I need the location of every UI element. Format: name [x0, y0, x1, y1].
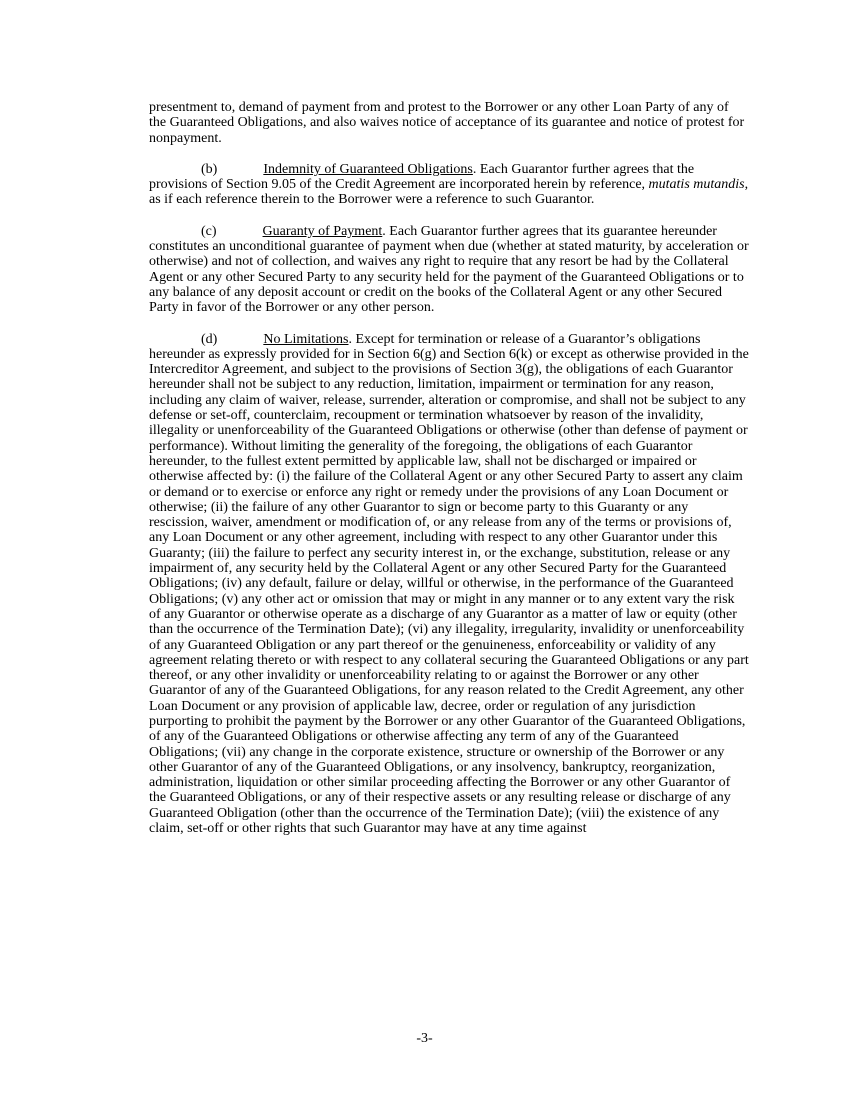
paragraph-heading: Indemnity of Guaranteed Obligations	[263, 161, 473, 177]
paragraph-continuation	[149, 100, 749, 146]
paragraph-c	[149, 224, 749, 316]
paragraph-text: . Except for termination or release of a Guarantor’s obligations hereunder as expressly provided for in Section 6(g) and Section 6(k) or except as otherwise provided in the Intercreditor Agreement, and subject to the provisions of Section 3(g), the obligations of each Guarantor hereunder shall not be subject to any reduction, limitation, impairment or termination for any reason, including any claim of waiver, release, surrender, alteration or compromise, and shall not be subject to any defense or set-off, counterclaim, recoupment or termination whatsoever by reason of the invalidity, illegality or unenforceability of the Guaranteed Obligations or otherwise (other than defense of payment or performance). Without limiting the generality of the foregoing, the obligations of each Guarantor hereunder, to the fullest extent permitted by applicable law, shall not be discharged or impaired or otherwise affected by: (i) the failure of the Collateral Agent or any other Secured Party to assert any claim or demand or to exercise or enforce any right or remedy under the provisions of any Loan Document or otherwise; (ii) the failure of any other Guarantor to sign or become party to this Guaranty or any rescission, waiver, amendment or modification of, or any release from any of the terms or provisions of, any Loan Document or any other agreement, including with respect to any other Guarantor under this Guaranty; (iii) the failure to perfect any security interest in, or the exchange, substitution, release or any impairment of, any security held by the Collateral Agent or any other Secured Party for the Guaranteed Obligations; (iv) any default, failure or delay, willful or otherwise, in the performance of the Guaranteed Obligations; (v) any other act or omission that may or might in any manner or to any extent vary the risk of any Guarantor or otherwise operate as a discharge of any Guarantor as a matter of law or equity (other than the occurrence of the Termination Date); (vi) any illegality, irregularity, invalidity or unenforceability of any Guaranteed Obligation or any part thereof or the genuineness, enforceability or validity of any agreement relating thereto or with respect to any collateral securing the Guaranteed Obligations or any part thereof, or any other invalidity or unenforceability relating to or against the Borrower or any other Guarantor of any of the Guaranteed Obligations, for any reason related to the Credit Agreement, any other Loan Document or any provision of applicable law, decree, order or regulation of any jurisdiction purporting to prohibit the payment by the Borrower or any other Guarantor of the Guaranteed Obligations, of any of the Guaranteed Obligations or otherwise affecting any term of any of the Guaranteed Obligations; (vii) any change in the corporate existence, structure or ownership of the Borrower or any other Guarantor of any of the Guaranteed Obligations, or any insolvency, bankruptcy, reorganization, administration, liquidation or other similar proceeding affecting the Borrower or any other Guarantor of the Guaranteed Obligations, or any of their respective assets or any resulting release or discharge of any Guaranteed Obligation (other than the occurrence of the Termination Date); (viii) the existence of any claim, set-off or other rights that such Guarantor may have at any time against	[149, 331, 749, 837]
paragraph-text-end: , as if each reference therein to the Borrower were a reference to such Guarantor.	[149, 177, 749, 208]
paragraph-b	[149, 162, 749, 208]
paragraph-label: (c)	[201, 223, 217, 239]
paragraph-d	[149, 332, 749, 837]
paragraph-text: . Each Guarantor further agrees that the provisions of Section 9.05 of the Credit Agreement are incorporated herein by reference,	[149, 161, 695, 193]
paragraph-label: (d)	[201, 331, 218, 347]
paragraph-text: presentment to, demand of payment from and protest to the Borrower or any other Loan Party of any of the Guaranteed Obligations, and also waives notice of acceptance of its guarantee and notice of protest for nonpayment.	[149, 100, 745, 146]
document-page	[149, 100, 749, 852]
paragraph-heading: No Limitations	[263, 331, 349, 347]
paragraph-label: (b)	[201, 161, 218, 177]
paragraph-italic-text: mutatis mutandis	[648, 177, 745, 193]
paragraph-heading: Guaranty of Payment	[262, 223, 383, 239]
page-number: -3-	[416, 1031, 433, 1046]
paragraph-text: . Each Guarantor further agrees that its guarantee hereunder constitutes an unconditional guarantee of payment when due (whether at stated maturity, by acceleration or otherwise) and not of collection, and waives any right to require that any resort be had by the Collateral Agent or any other Secured Party to any security held for the payment of the Guaranteed Obligations or to any balance of any deposit account or credit on the books of the Collateral Agent or any other Secured Party in favor of the Borrower or any other person.	[149, 223, 749, 316]
